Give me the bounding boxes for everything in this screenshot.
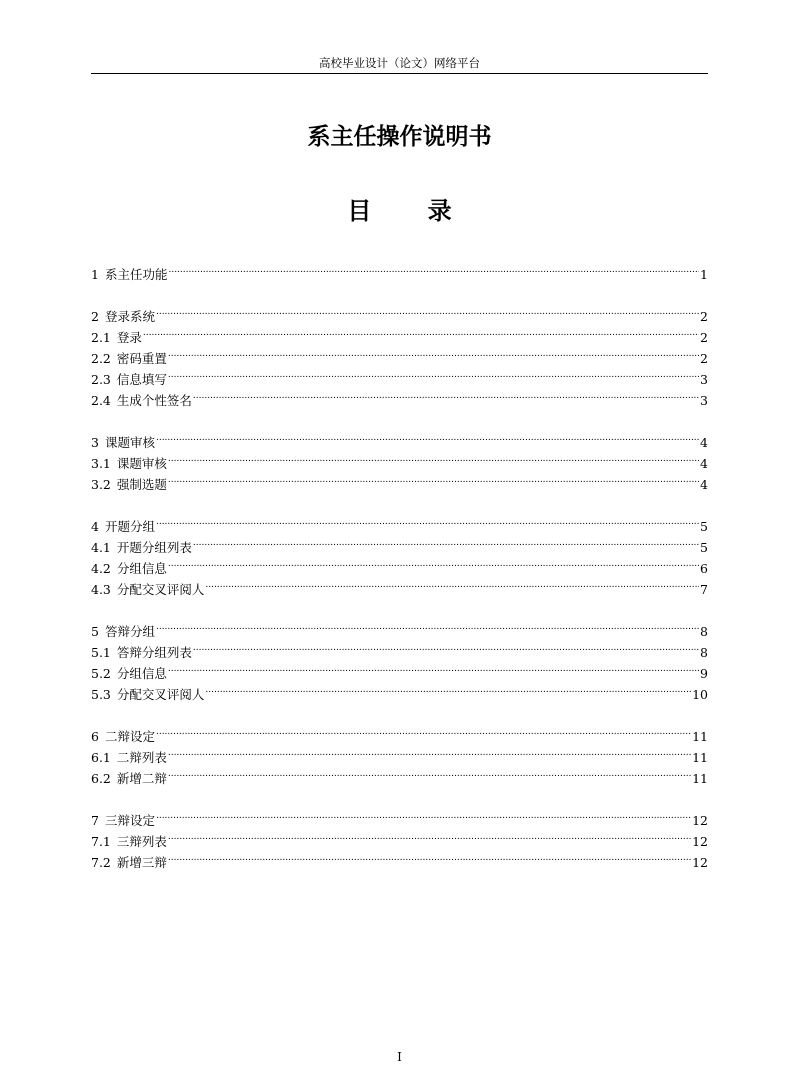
toc-entry-page: 9 <box>700 666 708 681</box>
toc-entry-number: 5.1 <box>91 645 111 660</box>
toc-entry-title: 新增二辩 <box>116 771 167 786</box>
toc-entry-page: 1 <box>700 267 708 282</box>
toc-entry-number: 5 <box>91 624 99 639</box>
toc-entry-page: 4 <box>700 435 708 450</box>
toc-entry-title: 分配交叉评阅人 <box>116 687 205 702</box>
toc-entry-title: 密码重置 <box>116 351 167 366</box>
toc-entry[interactable] <box>91 531 708 555</box>
toc-entry-page: 12 <box>692 834 708 849</box>
running-header: 高校毕业设计（论文）网络平台 <box>319 56 480 70</box>
toc-entry[interactable] <box>91 342 708 366</box>
toc-dot-leader <box>205 573 699 594</box>
toc-dot-leader <box>205 678 691 699</box>
toc-dot-leader <box>168 762 691 783</box>
toc-entry[interactable] <box>91 846 708 870</box>
toc-entry-title: 三辩列表 <box>116 834 167 849</box>
toc-entry[interactable] <box>91 363 708 387</box>
toc-entry-page: 8 <box>700 645 708 660</box>
toc-entry-page: 3 <box>700 393 708 408</box>
toc-entry-title: 分组信息 <box>116 561 167 576</box>
toc-entry-title: 三辩设定 <box>104 813 155 828</box>
document-title: 系主任操作说明书 <box>307 124 492 150</box>
toc-entry-number: 3.2 <box>91 477 111 492</box>
toc-entry-title: 课题审核 <box>104 435 155 450</box>
toc-entry[interactable] <box>91 573 708 597</box>
toc-entry-page: 6 <box>700 561 708 576</box>
toc-entry-title: 二辩列表 <box>116 750 167 765</box>
toc-dot-leader <box>168 468 699 489</box>
toc-entry-number: 1 <box>91 267 99 282</box>
toc-entry-number: 4.2 <box>91 561 111 576</box>
toc-entry[interactable] <box>91 258 708 282</box>
toc-entry-number: 5.3 <box>91 687 111 702</box>
toc-entry-title: 答辩分组列表 <box>116 645 192 660</box>
toc-dot-leader <box>156 300 699 321</box>
toc-dot-leader <box>168 258 699 279</box>
toc-entry-page: 5 <box>700 540 708 555</box>
toc-entry-number: 2 <box>91 309 99 324</box>
page-number: I <box>397 1050 402 1064</box>
toc-entry[interactable] <box>91 657 708 681</box>
toc-entry[interactable] <box>91 762 708 786</box>
toc-entry-page: 12 <box>692 855 708 870</box>
toc-entry-number: 7 <box>91 813 99 828</box>
toc-entry-page: 7 <box>700 582 708 597</box>
toc-dot-leader <box>193 531 699 552</box>
toc-dot-leader <box>168 741 691 762</box>
toc-entry-title: 强制选题 <box>116 477 167 492</box>
toc-entry[interactable] <box>91 678 708 702</box>
toc-entry-number: 2.3 <box>91 372 111 387</box>
toc-entry-number: 3 <box>91 435 99 450</box>
toc-entry-title: 登录系统 <box>104 309 155 324</box>
toc-entry-page: 4 <box>700 456 708 471</box>
toc-entry-title: 分组信息 <box>116 666 167 681</box>
toc-dot-leader <box>156 804 691 825</box>
toc-dot-leader <box>168 846 691 867</box>
toc-entry-number: 2.2 <box>91 351 111 366</box>
toc-entry-title: 系主任功能 <box>104 267 168 282</box>
toc-entry[interactable] <box>91 300 708 324</box>
toc-entry-page: 11 <box>692 750 708 765</box>
toc-entry-page: 2 <box>700 330 708 345</box>
toc-dot-leader <box>168 342 699 363</box>
toc-entry[interactable] <box>91 720 708 744</box>
toc-entry-title: 生成个性签名 <box>116 393 192 408</box>
toc-entry[interactable] <box>91 510 708 534</box>
toc-entry-title: 登录 <box>116 330 142 345</box>
toc-entry[interactable] <box>91 384 708 408</box>
toc-entry-page: 10 <box>692 687 708 702</box>
toc-dot-leader <box>168 825 691 846</box>
toc-dot-leader <box>168 552 699 573</box>
toc-entry-title: 二辩设定 <box>104 729 155 744</box>
toc-entry[interactable] <box>91 552 708 576</box>
toc-entry[interactable] <box>91 825 708 849</box>
toc-entry-number: 6.2 <box>91 771 111 786</box>
toc-dot-leader <box>143 321 699 342</box>
toc-entry-title: 分配交叉评阅人 <box>116 582 205 597</box>
toc-entry-page: 11 <box>692 729 708 744</box>
toc-entry-page: 4 <box>700 477 708 492</box>
toc-entry-number: 5.2 <box>91 666 111 681</box>
toc-entry-page: 8 <box>700 624 708 639</box>
toc-entry-number: 2.4 <box>91 393 111 408</box>
toc-dot-leader <box>193 636 699 657</box>
toc-entry[interactable] <box>91 447 708 471</box>
toc-entry-page: 11 <box>692 771 708 786</box>
table-of-contents <box>91 258 708 870</box>
toc-entry[interactable] <box>91 741 708 765</box>
toc-entry-number: 4 <box>91 519 99 534</box>
toc-entry-number: 6 <box>91 729 99 744</box>
toc-entry[interactable] <box>91 426 708 450</box>
toc-heading: 目 录 <box>347 197 476 225</box>
toc-dot-leader <box>193 384 699 405</box>
toc-entry[interactable] <box>91 321 708 345</box>
toc-entry-title: 答辩分组 <box>104 624 155 639</box>
toc-entry[interactable] <box>91 468 708 492</box>
toc-dot-leader <box>156 510 699 531</box>
toc-entry-page: 2 <box>700 309 708 324</box>
toc-entry-title: 新增三辩 <box>116 855 167 870</box>
toc-entry-page: 12 <box>692 813 708 828</box>
header-divider <box>91 73 708 74</box>
toc-entry-title: 信息填写 <box>116 372 167 387</box>
toc-entry-title: 开题分组列表 <box>116 540 192 555</box>
toc-entry[interactable] <box>91 615 708 639</box>
toc-entry-number: 7.2 <box>91 855 111 870</box>
toc-entry-page: 3 <box>700 372 708 387</box>
toc-entry-number: 4.3 <box>91 582 111 597</box>
toc-entry-number: 2.1 <box>91 330 111 345</box>
toc-dot-leader <box>156 720 691 741</box>
toc-entry-title: 课题审核 <box>116 456 167 471</box>
toc-dot-leader <box>156 426 699 447</box>
toc-dot-leader <box>168 363 699 384</box>
toc-entry-number: 4.1 <box>91 540 111 555</box>
toc-entry-number: 3.1 <box>91 456 111 471</box>
toc-entry-page: 2 <box>700 351 708 366</box>
toc-entry-number: 7.1 <box>91 834 111 849</box>
toc-dot-leader <box>156 615 699 636</box>
toc-entry-number: 6.1 <box>91 750 111 765</box>
toc-entry[interactable] <box>91 804 708 828</box>
toc-entry[interactable] <box>91 636 708 660</box>
toc-dot-leader <box>168 657 699 678</box>
toc-entry-page: 5 <box>700 519 708 534</box>
toc-dot-leader <box>168 447 699 468</box>
toc-entry-title: 开题分组 <box>104 519 155 534</box>
